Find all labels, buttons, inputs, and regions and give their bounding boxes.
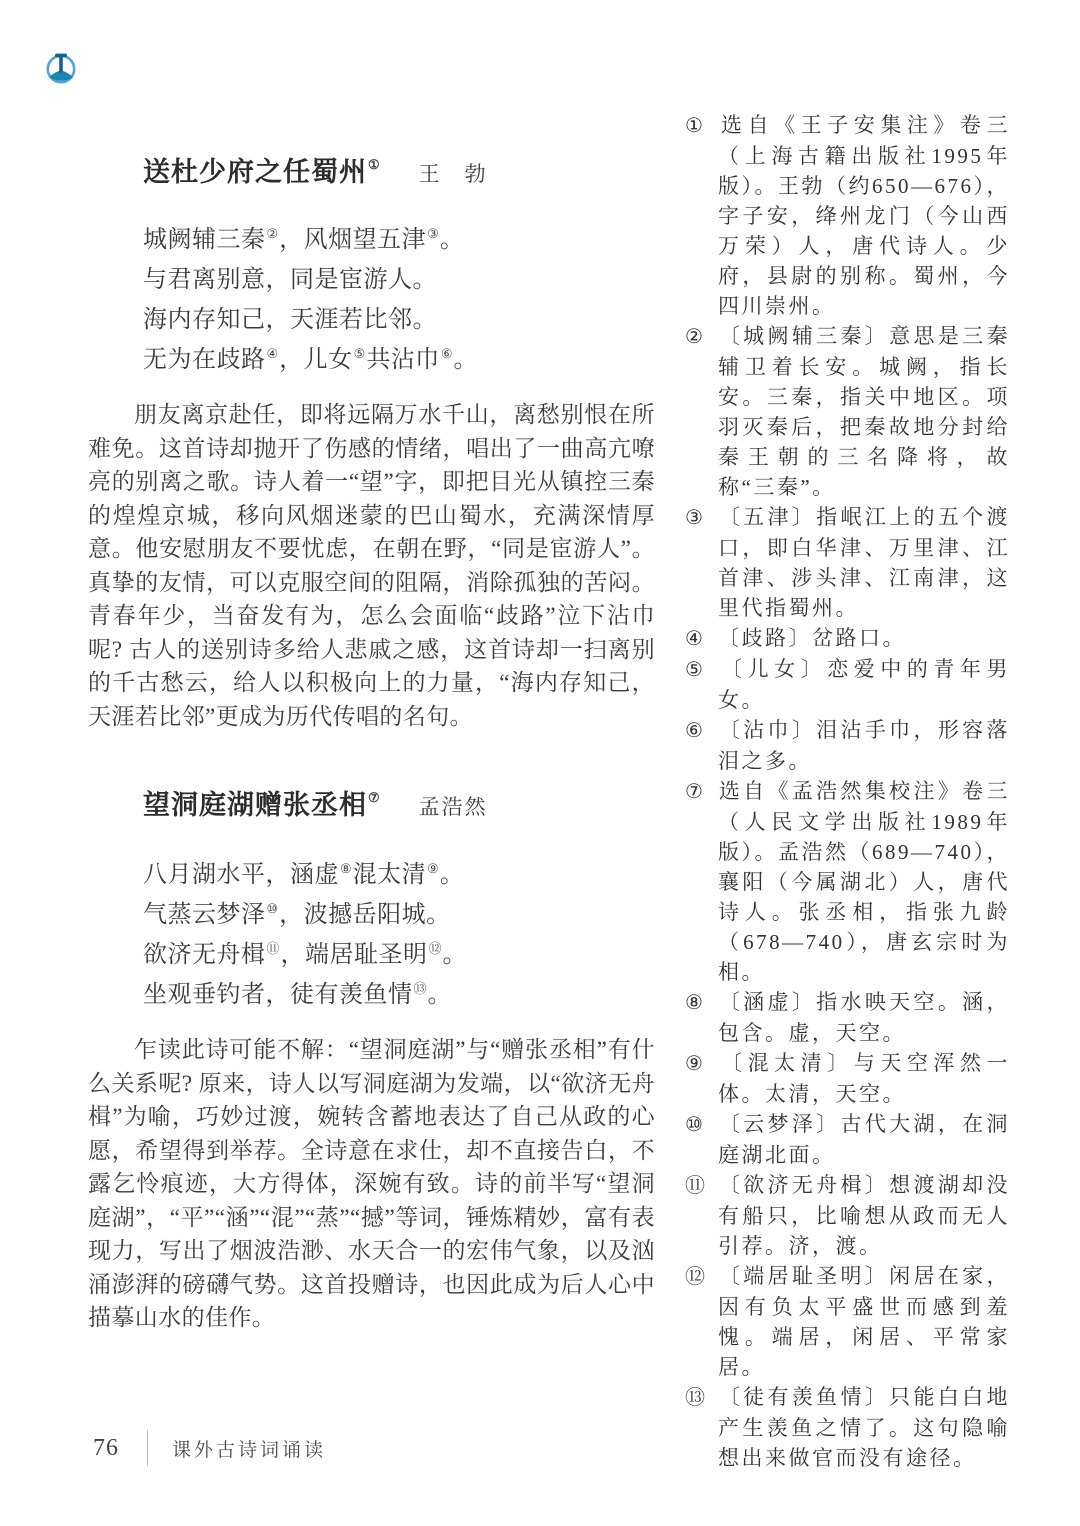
annotation-number: ⑪ bbox=[685, 1175, 705, 1197]
annotation-text: 〔欲济无舟楫〕想渡湖却没有船只，比喻想从政而无人引荐。济，渡。 bbox=[718, 1173, 1010, 1258]
annotation-item bbox=[685, 110, 1010, 321]
annotation-number: ③ bbox=[685, 507, 703, 529]
publisher-anchor-icon bbox=[44, 52, 78, 86]
anchor-icon bbox=[44, 52, 78, 86]
note-ref-icon: ⑩ bbox=[266, 901, 279, 916]
note-ref-icon: ⑪ bbox=[266, 941, 280, 956]
annotation-item bbox=[685, 715, 1010, 776]
annotation-number: ⑥ bbox=[685, 720, 703, 742]
note-ref-icon: ⑧ bbox=[340, 861, 352, 876]
poem-line: 与君离别意，同是宦游人。 bbox=[143, 267, 437, 293]
note-ref-icon: ① bbox=[368, 157, 380, 172]
annotation-number: ⑫ bbox=[685, 1266, 705, 1288]
note-ref-icon: ⑨ bbox=[427, 861, 439, 876]
poem1-title bbox=[143, 150, 488, 189]
annotation-number: ⑨ bbox=[685, 1053, 703, 1075]
annotation-item bbox=[685, 1170, 1010, 1261]
annotation-item bbox=[685, 502, 1010, 623]
page-footer bbox=[93, 1430, 326, 1466]
note-ref-icon: ⑫ bbox=[428, 941, 442, 956]
poem1-body bbox=[143, 220, 478, 380]
note-ref-icon: ② bbox=[266, 226, 279, 241]
annotation-item bbox=[685, 623, 1010, 654]
annotation-text: 〔端居耻圣明〕闲居在家，因有负太平盛世而感到羞愧。端居，闲居、平常家居。 bbox=[718, 1264, 1010, 1379]
note-ref-icon: ⑤ bbox=[353, 346, 366, 361]
annotation-number: ⑤ bbox=[685, 659, 703, 681]
poem2-title-text: 望洞庭湖赠张丞相⑦ bbox=[143, 790, 380, 820]
annotation-text: 〔五津〕指岷江上的五个渡口，即白华津、万里津、江首津、涉头津、江南津，这里代指蜀州。 bbox=[718, 505, 1010, 620]
poem1-author: 王 勃 bbox=[418, 162, 488, 186]
annotation-number: ④ bbox=[685, 628, 703, 650]
annotation-text: 〔徒有羡鱼情〕只能白白地产生羡鱼之情了。这句隐喻想出来做官而没有途径。 bbox=[718, 1385, 1010, 1470]
poem-line: 海内存知己，天涯若比邻。 bbox=[143, 307, 437, 333]
poem-line: 八月湖水平，涵虚⑧混太清⑨。 bbox=[143, 861, 465, 888]
footer-divider bbox=[147, 1430, 148, 1466]
annotation-item bbox=[685, 776, 1010, 987]
annotation-number: ⑧ bbox=[685, 992, 703, 1014]
annotations-column bbox=[685, 110, 1010, 1473]
annotation-text: 〔城阙辅三秦〕意思是三秦辅卫着长安。城阙，指长安。三秦，指关中地区。项羽灭秦后，把秦故地分封给秦王朝的三名降将，故称“三秦”。 bbox=[718, 324, 1010, 499]
annotation-item bbox=[685, 654, 1010, 715]
poem2-author: 孟浩然 bbox=[418, 795, 488, 819]
note-ref-icon: ⑦ bbox=[368, 790, 380, 805]
annotation-text: 〔沾巾〕泪沾手巾，形容落泪之多。 bbox=[718, 718, 1010, 773]
poem1-commentary: 朋友离京赴任，即将远隔万水千山，离愁别恨在所难免。这首诗却抛开了伤感的情绪，唱出了一曲高亢嘹亮的别离之歌。诗人着一“望”字，即把目光从镇控三秦的煌煌京城，移向风烟迷蒙的巴山蜀水，充满深情厚意。他安慰朋友不要忧虑，在朝在野，“同是宦游人”。真挚的友情，可以克服空间的阻隔，消除孤独的苦闷。青春年少，当奋发有为，怎么会面临“歧路”泣下沾巾呢? 古人的送别诗多给人悲戚之感，这首诗却一扫离别的千古愁云，给人以积极向上的力量，“海内存知己，天涯若比邻”更成为历代传唱的名句。 bbox=[88, 402, 655, 729]
note-ref-icon: ③ bbox=[427, 226, 439, 241]
annotation-item bbox=[685, 1261, 1010, 1382]
annotation-number: ⑬ bbox=[685, 1387, 705, 1409]
annotation-number: ① bbox=[685, 115, 703, 137]
annotation-text: 〔混太清〕与天空浑然一体。太清，天空。 bbox=[718, 1051, 1010, 1106]
annotation-item bbox=[685, 321, 1010, 502]
poem-line: 欲济无舟楫⑪，端居耻圣明⑫。 bbox=[143, 941, 468, 968]
annotation-text: 选自《王子安集注》卷三（上海古籍出版社1995年版）。王勃（约650—676），字子安，绛州龙门（今山西万荣）人，唐代诗人。少府，县尉的别称。蜀州，今四川崇州。 bbox=[718, 113, 1010, 318]
annotation-item bbox=[685, 987, 1010, 1048]
annotation-text: 〔云梦泽〕古代大湖，在洞庭湖北面。 bbox=[718, 1112, 1010, 1167]
footer-section-title: 课外古诗词诵读 bbox=[172, 1439, 327, 1461]
poem-line: 城阙辅三秦②，风烟望五津③。 bbox=[143, 226, 465, 253]
poem2-title bbox=[143, 783, 488, 822]
annotation-text: 〔涵虚〕指水映天空。涵，包含。虚，天空。 bbox=[718, 990, 1010, 1045]
annotation-item bbox=[685, 1109, 1010, 1170]
note-ref-icon: ⑥ bbox=[440, 346, 453, 361]
annotation-number: ⑦ bbox=[685, 781, 703, 803]
poem2-body bbox=[143, 855, 467, 1015]
poem-line: 气蒸云梦泽⑩，波撼岳阳城。 bbox=[143, 901, 451, 928]
poem2-commentary: 乍读此诗可能不解：“望洞庭湖”与“赠张丞相”有什么关系呢? 原来，诗人以写洞庭湖为发端，以“欲济无舟楫”为喻，巧妙过渡，婉转含蓄地表达了自己从政的心愿，希望得到举荐。全诗意在求仕，却不直接告白，不露乞怜痕迹，大方得体，深婉有致。诗的前半写“望洞庭湖”，“平”“涵”“混”“蒸”“撼”等词，锤炼精妙，富有表现力，写出了烟波浩渺、水天合一的宏伟气象，以及汹涌澎湃的磅礴气势。这首投赠诗，也因此成为后人心中描摹山水的佳作。 bbox=[88, 1037, 655, 1330]
note-ref-icon: ④ bbox=[266, 346, 279, 361]
note-ref-icon: ⑬ bbox=[413, 981, 427, 996]
annotation-text: 选自《孟浩然集校注》卷三（人民文学出版社1989年版）。孟浩然（689—740），襄阳（今属湖北）人，唐代诗人。张丞相，指张九龄（678—740），唐玄宗时为相。 bbox=[718, 779, 1010, 984]
annotation-number: ② bbox=[685, 326, 703, 348]
annotation-text: 〔歧路〕岔路口。 bbox=[718, 626, 906, 650]
poem-line: 坐观垂钓者，徒有羡鱼情⑬。 bbox=[143, 981, 453, 1008]
poem1-title-text: 送杜少府之任蜀州① bbox=[143, 157, 380, 187]
annotation-item bbox=[685, 1048, 1010, 1109]
annotation-text: 〔儿女〕恋爱中的青年男女。 bbox=[718, 657, 1010, 712]
page-number: 76 bbox=[93, 1434, 119, 1461]
annotation-number: ⑩ bbox=[685, 1114, 703, 1136]
annotation-item bbox=[685, 1382, 1010, 1473]
poem-line: 无为在歧路④，儿女⑤共沾巾⑥。 bbox=[143, 346, 478, 373]
